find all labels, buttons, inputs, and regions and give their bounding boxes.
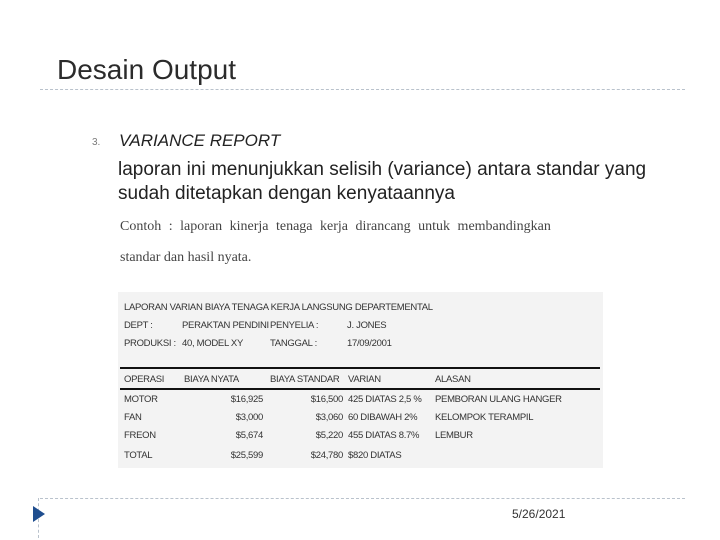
table-cell: $5,220 xyxy=(315,430,343,441)
column-header-biaya-standar: BIAYA STANDAR xyxy=(270,374,340,385)
item-number: 3. xyxy=(92,137,101,148)
table-cell: $820 DIATAS xyxy=(348,450,402,461)
slide-title: Desain Output xyxy=(57,54,236,85)
table-top-rule xyxy=(120,367,600,369)
variance-report-image xyxy=(118,292,603,468)
produksi-value: 40, MODEL XY xyxy=(182,338,243,349)
penyelia-value: J. JONES xyxy=(347,320,387,331)
table-cell: 60 DIBAWAH 2% xyxy=(348,412,418,423)
footer-divider xyxy=(40,498,685,499)
dept-label: DEPT : xyxy=(124,320,153,331)
table-cell: $16,925 xyxy=(230,394,263,405)
title-divider xyxy=(40,89,685,90)
produksi-label: PRODUKSI : xyxy=(124,338,176,349)
table-cell: MOTOR xyxy=(124,394,158,405)
table-cell: FREON xyxy=(124,430,156,441)
table-cell: $24,780 xyxy=(310,450,343,461)
play-arrow-icon xyxy=(33,506,45,522)
header-bottom-rule xyxy=(120,388,600,390)
table-cell: LEMBUR xyxy=(435,430,473,441)
column-header-biaya-nyata: BIAYA NYATA xyxy=(184,374,239,385)
tanggal-label: TANGGAL : xyxy=(270,338,317,349)
example-text-line1: Contoh : laporan kinerja tenaga kerja dirancang untuk membandingkan xyxy=(120,219,551,234)
column-header-operasi: OPERASI xyxy=(124,374,165,385)
table-cell: 425 DIATAS 2,5 % xyxy=(348,394,422,405)
item-title: VARIANCE REPORT xyxy=(119,131,281,150)
tanggal-value: 17/09/2001 xyxy=(347,338,392,349)
table-cell: $5,674 xyxy=(235,430,263,441)
slide-date: 5/26/2021 xyxy=(512,507,566,521)
table-cell: $3,060 xyxy=(315,412,343,423)
report-heading: LAPORAN VARIAN BIAYA TENAGA KERJA LANGSUNG DEPARTEMENTAL xyxy=(124,302,433,313)
table-cell: TOTAL xyxy=(124,450,153,461)
table-cell: KELOMPOK TERAMPIL xyxy=(435,412,534,423)
table-cell: FAN xyxy=(124,412,142,423)
penyelia-label: PENYELIA : xyxy=(270,320,319,331)
table-cell: $16,500 xyxy=(310,394,343,405)
table-cell: $3,000 xyxy=(235,412,263,423)
dept-value: PERAKTAN PENDINI xyxy=(182,320,269,331)
column-header-alasan: ALASAN xyxy=(435,374,471,385)
table-cell: $25,599 xyxy=(230,450,263,461)
item-description: laporan ini menunjukkan selisih (variance) antara standar yang sudah ditetapkan dengan kenyataannya xyxy=(118,159,647,204)
table-cell: 455 DIATAS 8.7% xyxy=(348,430,420,441)
column-header-varian: VARIAN xyxy=(348,374,381,385)
example-text-line2: standar dan hasil nyata. xyxy=(120,250,252,265)
table-cell: PEMBORAN ULANG HANGER xyxy=(435,394,562,405)
